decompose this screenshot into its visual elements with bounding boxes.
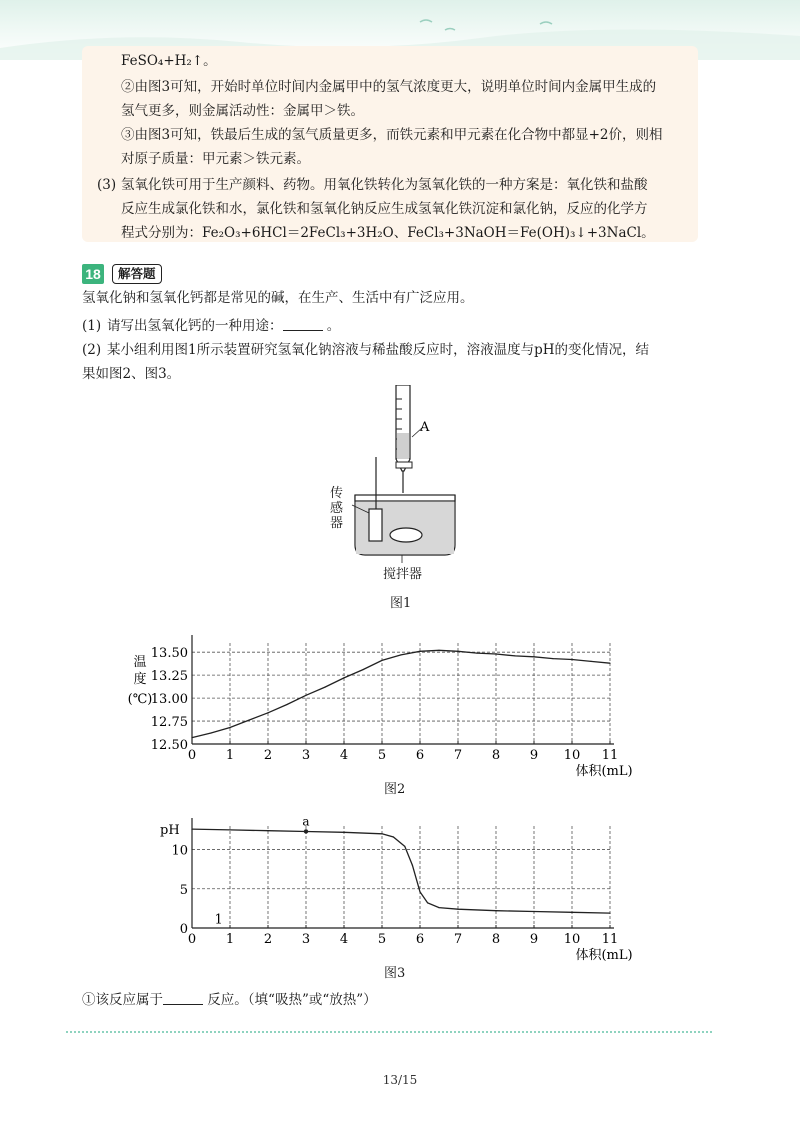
- x-tick-label: 5: [377, 748, 387, 763]
- data-point: [495, 910, 496, 911]
- x-tick-label: 6: [415, 932, 425, 947]
- stopcock-icon: [396, 462, 412, 468]
- data-point: [381, 660, 382, 661]
- page-number: 13/15: [382, 1073, 418, 1087]
- data-point: [343, 832, 344, 833]
- answer-line-8: 程式分别为：Fe₂O₃+6HCl＝2FeCl₃+3H₂O、FeCl₃+3NaOH＝Fe(OH)₃↓+3NaCl。: [121, 225, 655, 241]
- x-tick-label: 3: [301, 932, 311, 947]
- x-tick-label: 7: [453, 932, 463, 947]
- x-tick-label: 0: [187, 932, 197, 947]
- answer-line-6: 氢氧化铁可用于生产颜料、药物。用氧化铁转化为氢氧化铁的一种方案是：氧化铁和盐酸: [121, 177, 648, 193]
- data-point: [438, 650, 439, 651]
- y-axis-label-line3: (℃): [127, 692, 153, 707]
- q2-number: (2): [82, 342, 102, 358]
- sensor-char-2: 感: [330, 501, 344, 516]
- data-point: [514, 655, 515, 656]
- y-tick-label: 10: [171, 843, 188, 859]
- data-point: [286, 704, 287, 705]
- y-tick-label: 13.00: [150, 692, 188, 708]
- answer-line-1: FeSO₄+H₂↑。: [121, 53, 217, 69]
- answer-line-4: ③由图3可知，铁最后生成的氢气质量更多，而铁元素和甲元素在化合物中都显+2价，则相: [121, 127, 663, 143]
- sub1-answer-blank[interactable]: [163, 992, 203, 1005]
- data-point: [305, 695, 306, 696]
- y-tick-label: 12.75: [150, 715, 188, 731]
- data-point: [267, 830, 268, 831]
- answer-line-6-number: (3): [97, 177, 117, 193]
- figure3-caption: 图3: [384, 966, 406, 981]
- data-point: [457, 651, 458, 652]
- data-point: [248, 720, 249, 721]
- x-tick-label: 5: [377, 932, 387, 947]
- data-point: [400, 654, 401, 655]
- data-point: [229, 829, 230, 830]
- x-tick-label: 1: [225, 932, 235, 947]
- figure1-apparatus: [320, 385, 480, 585]
- q2-line-1: 某小组利用图1所示装置研究氢氧化钠溶液与稀盐酸反应时，溶液温度与pH的变化情况，结: [107, 342, 650, 358]
- y-tick-label: 13.25: [150, 669, 188, 685]
- data-point: [609, 912, 610, 913]
- sensor-probe: [369, 509, 382, 541]
- stirrer-label: 搅拌器: [383, 567, 423, 582]
- y-axis-label-line2: 度: [133, 672, 147, 687]
- q1-text: [107, 317, 340, 335]
- data-point: [362, 669, 363, 670]
- label-A: A: [420, 420, 430, 435]
- bird-icon: [540, 22, 552, 24]
- section-divider: [66, 1031, 712, 1033]
- x-tick-label: 10: [563, 932, 581, 947]
- x-tick-label: 2: [263, 932, 273, 947]
- stir-bar: [390, 528, 422, 542]
- data-point: [343, 677, 344, 678]
- answer-line-5: 对原子质量：甲元素＞铁元素。: [121, 151, 310, 167]
- sensor-label: [330, 486, 343, 531]
- question-type-tag: 解答题: [112, 264, 162, 284]
- x-tick-label: 2: [263, 748, 273, 763]
- x-tick-label: 0: [187, 748, 197, 763]
- question-number-badge: 18: [82, 264, 104, 284]
- answer-line-3: 氢气更多，则金属活动性：金属甲＞铁。: [121, 103, 364, 119]
- data-point: [191, 737, 192, 738]
- figure3-ph-chart: [120, 812, 640, 967]
- y-axis-label-line1: 温: [133, 655, 147, 670]
- data-point: [533, 656, 534, 657]
- sensor-char-3: 器: [330, 516, 344, 531]
- x-tick-label: 6: [415, 748, 425, 763]
- x-tick-label: 9: [529, 932, 539, 947]
- sensor-char-1: 传: [330, 486, 344, 501]
- sub1-prompt: ①该反应属于: [82, 992, 163, 1008]
- x-axis-label: 体积(mL): [575, 764, 633, 779]
- data-point: [609, 663, 610, 664]
- data-point: [267, 712, 268, 713]
- y-tick-label: 12.50: [150, 738, 188, 753]
- q1-answer-blank[interactable]: [283, 318, 323, 331]
- data-point: [412, 865, 413, 866]
- figure2-caption: 图2: [384, 782, 406, 797]
- x-tick-label: 4: [339, 932, 349, 947]
- data-point: [419, 891, 420, 892]
- x-tick-label: 11: [601, 748, 619, 763]
- data-point: [457, 909, 458, 910]
- sub1-text: [82, 991, 377, 1009]
- data-point: [590, 661, 591, 662]
- q2-line-2: 果如图2、图3。: [82, 366, 181, 382]
- data-point: [191, 829, 192, 830]
- point-a-label: a: [302, 814, 310, 829]
- x-tick-label: 9: [529, 748, 539, 763]
- data-point: [533, 911, 534, 912]
- y-tick-label: 0: [179, 922, 188, 937]
- data-point: [571, 912, 572, 913]
- point-a-marker: [304, 829, 308, 833]
- data-point: [476, 653, 477, 654]
- data-point: [393, 836, 394, 837]
- x-tick-label: 7: [453, 748, 463, 763]
- x-tick-label: 3: [301, 748, 311, 763]
- q1-prompt: 请写出氢氧化钙的一种用途：: [107, 318, 283, 334]
- q1-end: 。: [326, 318, 341, 334]
- bird-icon: [420, 20, 432, 22]
- data-point: [571, 659, 572, 660]
- x-tick-label: 8: [491, 932, 501, 947]
- data-point: [404, 846, 405, 847]
- data-series-line: [192, 650, 610, 737]
- data-point: [210, 732, 211, 733]
- data-point: [427, 902, 428, 903]
- x-tick-label: 10: [563, 748, 581, 763]
- data-point: [495, 653, 496, 654]
- x-tick-label: 8: [491, 748, 501, 763]
- data-point: [438, 907, 439, 908]
- x-tick-label: 11: [601, 932, 619, 947]
- x-tick-label: 1: [225, 748, 235, 763]
- y-axis-label: pH: [160, 823, 180, 838]
- answer-line-7: 反应生成氯化铁和水，氯化铁和氢氧化钠反应生成氢氧化铁沉淀和氯化钠，反应的化学方: [121, 201, 648, 217]
- y-tick-label: 5: [179, 882, 188, 898]
- data-point: [381, 833, 382, 834]
- q1-number: (1): [82, 318, 102, 334]
- sub1-end: 反应。（填“吸热”或“放热”）: [207, 992, 377, 1008]
- inner-label: 1: [214, 912, 223, 928]
- data-series-line: [192, 829, 610, 913]
- y-tick-label: 13.50: [150, 646, 188, 662]
- figure2-temperature-chart: [120, 630, 640, 780]
- data-point: [229, 727, 230, 728]
- x-tick-label: 4: [339, 748, 349, 763]
- question-stem: 氢氧化钠和氢氧化钙都是常见的碱，在生产、生活中有广泛应用。: [82, 290, 474, 306]
- data-point: [552, 658, 553, 659]
- x-axis-label: 体积(mL): [575, 948, 633, 963]
- figure1-caption: 图1: [390, 596, 412, 611]
- answer-line-2: ②由图3可知，开始时单位时间内金属甲中的氢气浓度更大，说明单位时间内金属甲生成的: [121, 79, 657, 95]
- bird-icon: [445, 29, 455, 31]
- data-point: [324, 686, 325, 687]
- data-point: [419, 651, 420, 652]
